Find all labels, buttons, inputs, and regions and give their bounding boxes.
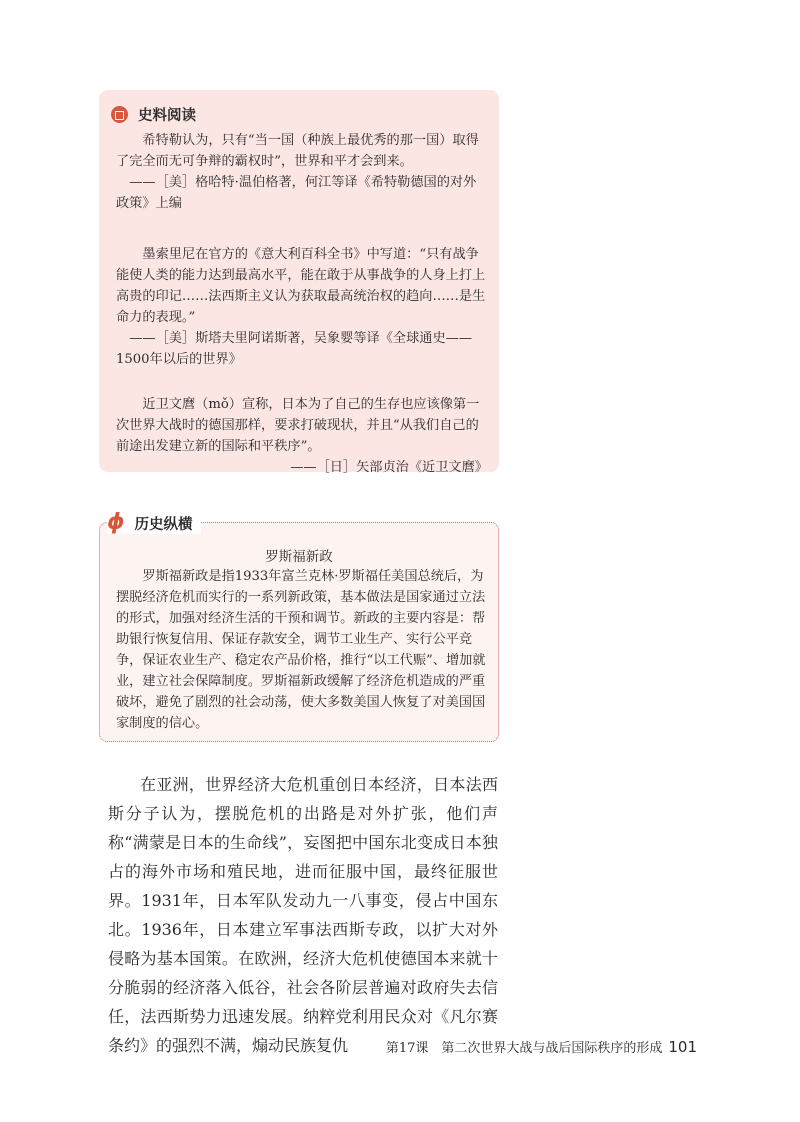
citation-stavrianos: ——［美］斯塔夫里阿诺斯著，吴象婴等译《全球通史——1500年以后的世界》 (116, 331, 473, 367)
new-deal-subtitle: 罗斯福新政 (265, 549, 333, 565)
page-number: 101 (668, 1038, 697, 1056)
main-paragraph: 在亚洲，世界经济大危机重创日本经济，日本法西斯分子认为，摆脱危机的出路是对外扩张，他们声称“满蒙是日本的生命线”，妄图把中国东北变成日本独占的海外市场和殖民地，进而征服中国，最终征服世界。1931年，日本军队发动九一八事变，侵占中国东北。1936年，日本建立军事法西斯专政，以扩大对外侵略为基本国策。在欧洲，经济大危机使德国本来就十分脆弱的经济落入低谷，社会各阶层普遍对政府失去信任，法西斯势力迅速发展。纳粹党利用民众对《凡尔赛条约》的强烈不满，煽动民族复仇 (108, 775, 498, 1055)
main-text (108, 770, 498, 1060)
source-reading-header (111, 103, 196, 125)
page-footer (386, 1037, 697, 1056)
source-reading-body (116, 130, 488, 478)
citation-yabe: ——［日］矢部贞治《近卫文麿》 (290, 460, 488, 475)
quote-mussolini: 墨索里尼在官方的《意大利百科全书》中写道：“只有战争能使人类的能力达到最高水平，能在敢于从事战争的人身上打上高贵的印记……法西斯主义认为获取最高统治权的趋向……是生命力的表现。” (116, 247, 486, 325)
source-reading-box (99, 90, 499, 475)
history-panorama-title: 历史纵横 (134, 516, 193, 533)
citation-weinberg: ——［美］格哈特·温伯格著，何江等译《希特勒德国的对外政策》上编 (116, 175, 477, 211)
quote-hitler: 希特勒认为，只有“当一国（种族上最优秀的那一国）取得了完全而无可争辩的霸权时”，世界和平才会到来。 (116, 133, 479, 169)
new-deal-body (116, 566, 486, 734)
new-deal-paragraph: 罗斯福新政是指1933年富兰克林·罗斯福任美国总统后，为摆脱经济危机而实行的一系列新政策，基本做法是国家通过立法的形式，加强对经济生活的干预和调节。新政的主要内容是：帮助银行恢复信用、保证存款安全，调节工业生产、实行公平竞争，保证农业生产、稳定农产品价格，推行“以工代赈”、增加就业，建立社会保障制度。罗斯福新政缓解了经济危机造成的严重破坏，避免了剧烈的社会动荡，使大多数美国人恢复了对美国国家制度的信心。 (116, 569, 486, 731)
quote-konoe: 近卫文麿（mǒ）宣称，日本为了自己的生存也应该像第一次世界大战时的德国那样，要求打破现状，并且“从我们自己的前途出发建立新的国际和平秩序”。 (116, 397, 480, 454)
phi-icon: ϕ (107, 510, 125, 535)
lesson-title: 第17课 第二次世界大战与战后国际秩序的形成 (385, 1041, 663, 1056)
source-reading-title: 史料阅读 (138, 107, 196, 124)
history-panorama-header (107, 512, 201, 534)
book-icon (111, 106, 128, 123)
